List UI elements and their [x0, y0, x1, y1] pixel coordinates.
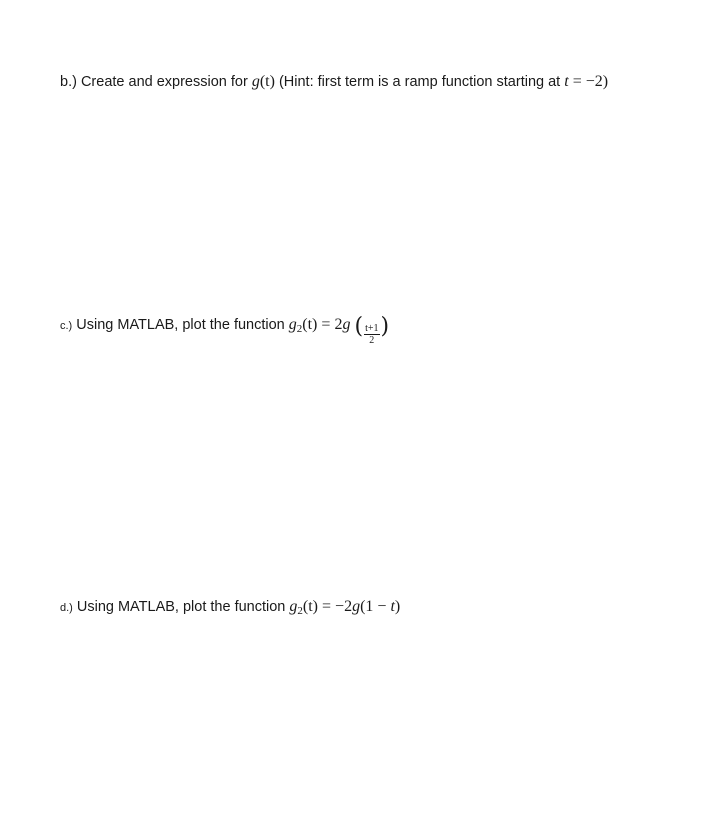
question-b-label: b.) [60, 74, 77, 90]
question-b-func: g [251, 73, 260, 90]
question-c-label: c.) [60, 320, 73, 332]
question-d-rhs-open: (1 − [360, 598, 387, 615]
question-b [60, 73, 608, 91]
question-d-text: Using MATLAB, plot the function [76, 599, 286, 615]
question-c-subscript: 2 [296, 323, 303, 335]
question-c-frac-den: 2 [369, 335, 375, 346]
question-d-rhs-close: ) [394, 598, 401, 615]
question-b-func-arg: (t) [259, 73, 275, 90]
question-d-rhs-func: g [352, 598, 361, 615]
question-b-hint: (Hint: first term is a ramp function starting at [278, 74, 561, 90]
question-c-fraction [364, 324, 379, 346]
question-c-rhs-func: g [342, 316, 351, 333]
question-c-text: Using MATLAB, plot the function [76, 317, 285, 333]
question-c [60, 316, 389, 346]
question-b-hint-var: t [564, 73, 569, 90]
question-c-paren-open: ( [354, 314, 364, 339]
question-d-label: d.) [60, 602, 73, 614]
question-b-hint-eq: = −2) [572, 73, 609, 90]
question-c-eq: = 2 [321, 316, 343, 333]
question-d-subscript: 2 [297, 605, 303, 617]
question-c-arg: (t) [302, 316, 318, 333]
question-b-text: Create and expression for [80, 74, 248, 90]
question-c-frac-num: t+1 [365, 323, 379, 334]
question-c-paren-close: ) [380, 314, 390, 339]
question-d [60, 598, 400, 620]
question-d-rhs-var: t [390, 598, 395, 615]
question-d-eq: = −2 [322, 598, 353, 615]
question-d-func: g [289, 598, 298, 615]
question-d-arg: (t) [302, 598, 318, 615]
question-c-func: g [288, 316, 297, 333]
